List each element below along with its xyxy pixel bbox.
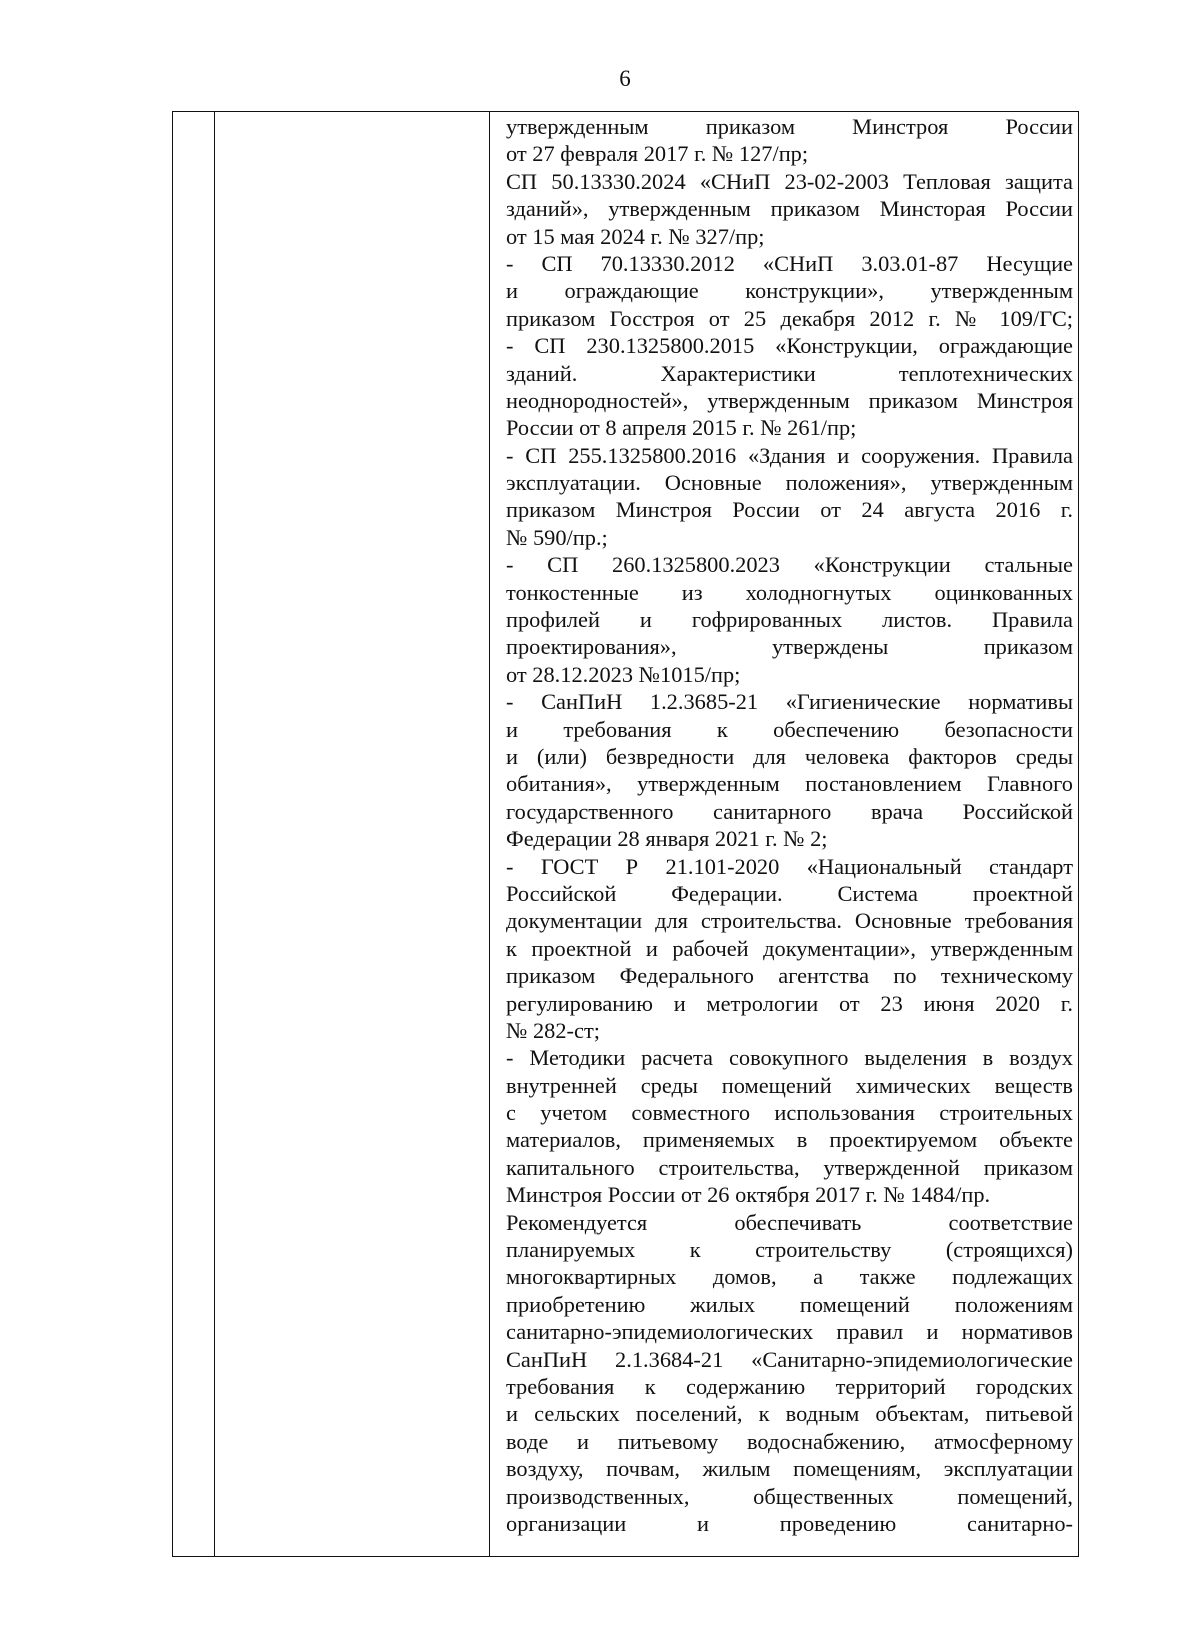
text-line: № 590/пр.; xyxy=(506,524,608,550)
page-number: 6 xyxy=(619,66,631,91)
text-line: зданий. Характеристики теплотехнических xyxy=(506,360,1073,386)
text-line: - СП 260.1325800.2023 «Конструкции стальные xyxy=(506,552,1073,578)
text-line: воздуху, почвам, жилым помещениям, эксплуатации xyxy=(506,1456,1073,1482)
text-line: производственных, общественных помещений, xyxy=(506,1483,1073,1509)
text-line: воде и питьевому водоснабжению, атмосферному xyxy=(506,1428,1073,1454)
text-line: и (или) безвредности для человека факторов среды xyxy=(506,743,1073,769)
text-line: неоднородностей», утвержденным приказом Минстроя xyxy=(506,387,1073,413)
text-line: от 15 мая 2024 г. № 327/пр; xyxy=(506,223,765,249)
text-line: регулированию и метрологии от 23 июня 2020 г. xyxy=(506,990,1073,1016)
text-line: - СП 230.1325800.2015 «Конструкции, ограждающие xyxy=(506,333,1073,359)
text-line: профилей и гофрированных листов. Правила xyxy=(506,607,1073,633)
text-line: документации для строительства. Основные требования xyxy=(506,908,1073,934)
text-line: утвержденным приказом Минстроя России xyxy=(506,114,1073,139)
text-line: и требования к обеспечению безопасности xyxy=(506,716,1073,742)
text-line: планируемых к строительству (строящихся) xyxy=(506,1237,1073,1263)
text-line: - СП 70.13330.2012 «СНиП 3.03.01-87 Несущие xyxy=(506,250,1073,276)
text-line: приказом Госстроя от 25 декабря 2012 г. № 109/ГС; xyxy=(506,305,1073,331)
text-line: приказом Федерального агентства по техническому xyxy=(506,963,1073,989)
text-line: обитания», утвержденным постановлением Главного xyxy=(506,771,1073,797)
text-line: - ГОСТ Р 21.101-2020 «Национальный стандарт xyxy=(506,853,1073,879)
text-line: - СанПиН 1.2.3685-21 «Гигиенические нормативы xyxy=(506,689,1073,715)
text-line: от 28.12.2023 №1015/пр; xyxy=(506,661,741,687)
text-line: эксплуатации. Основные положения», утвержденным xyxy=(506,470,1073,496)
column-divider-2 xyxy=(489,112,490,1556)
text-line: требования к содержанию территорий городских xyxy=(506,1373,1073,1399)
column-divider-1 xyxy=(214,112,215,1556)
text-line: проектирования», утверждены приказом xyxy=(506,634,1073,660)
text-line: организации и проведению санитарно- xyxy=(506,1510,1073,1536)
text-line: многоквартирных домов, а также подлежащих xyxy=(506,1264,1073,1290)
text-line: к проектной и рабочей документации», утвержденным xyxy=(506,935,1073,961)
table-cell-text xyxy=(506,113,1073,1537)
text-line: зданий», утвержденным приказом Минсторая России xyxy=(506,196,1073,222)
text-line: приказом Минстроя России от 24 августа 2016 г. xyxy=(506,497,1073,523)
text-line: внутренней среды помещений химических веществ xyxy=(506,1072,1073,1098)
document-table xyxy=(172,111,1079,1557)
text-line: России от 8 апреля 2015 г. № 261/пр; xyxy=(506,415,857,441)
text-line: СП 50.13330.2024 «СНиП 23-02-2003 Тепловая защита xyxy=(506,168,1073,194)
text-line: и ограждающие конструкции», утвержденным xyxy=(506,278,1073,304)
text-line: СанПиН 2.1.3684-21 «Санитарно-эпидемиологические xyxy=(506,1346,1073,1372)
text-line: - СП 255.1325800.2016 «Здания и сооружения. Правила xyxy=(506,442,1073,468)
text-line: приобретению жилых помещений положениям xyxy=(506,1291,1073,1317)
text-line: № 282-ст; xyxy=(506,1017,600,1043)
text-line: тонкостенные из холодногнутых оцинкованных xyxy=(506,579,1073,605)
text-line: Федерации 28 января 2021 г. № 2; xyxy=(506,826,828,852)
text-line: - Методики расчета совокупного выделения в воздух xyxy=(506,1045,1073,1071)
text-line: Российской Федерации. Система проектной xyxy=(506,880,1073,906)
text-line: государственного санитарного врача Российской xyxy=(506,798,1073,824)
text-line: капитального строительства, утвержденной приказом xyxy=(506,1154,1073,1180)
text-line: санитарно-эпидемиологических правил и нормативов xyxy=(506,1319,1073,1345)
text-line: Рекомендуется обеспечивать соответствие xyxy=(506,1209,1073,1235)
text-line: от 27 февраля 2017 г. № 127/пр; xyxy=(506,141,809,167)
text-line: с учетом совместного использования строительных xyxy=(506,1100,1073,1126)
text-line: и сельских поселений, к водным объектам, питьевой xyxy=(506,1401,1073,1427)
text-line: материалов, применяемых в проектируемом объекте xyxy=(506,1127,1073,1153)
text-line: Минстроя России от 26 октября 2017 г. № 1484/пр. xyxy=(506,1182,991,1208)
